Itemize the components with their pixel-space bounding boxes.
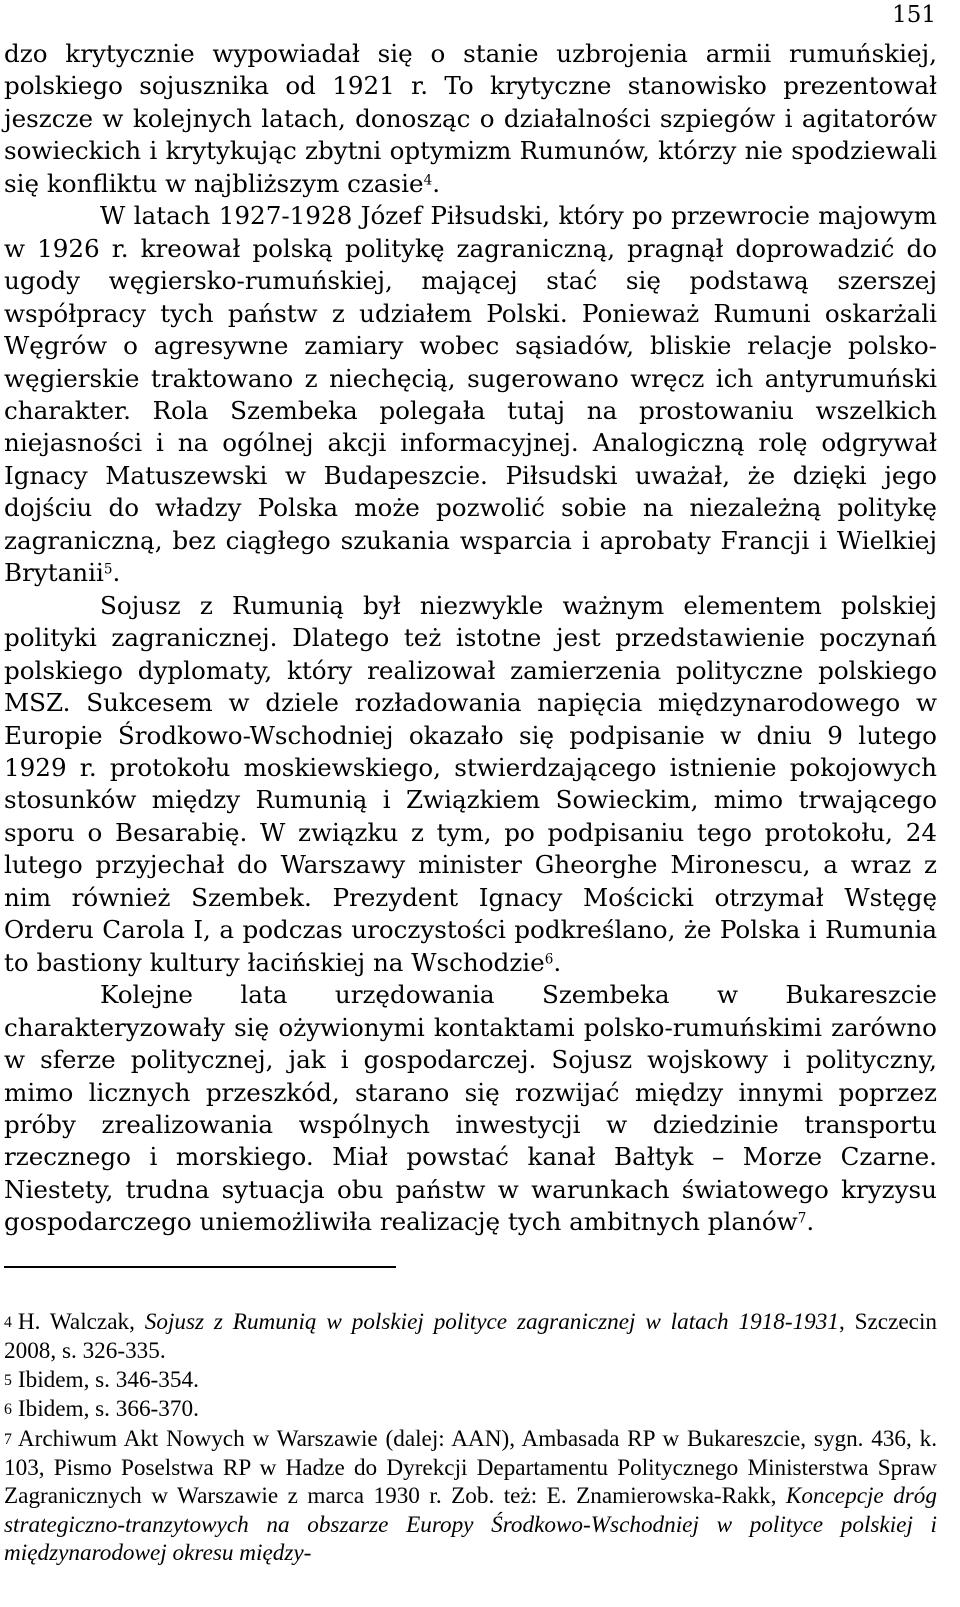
footnote-5: 5 Ibidem, s. 346-354. xyxy=(4,1366,199,1393)
paragraph-text: dzo krytycznie wypowiadał się o stanie uzbrojenia armii rumuńskiej, polskiego sojusznika od 1921 r. To krytyczne stanowisko prezentował jeszcze w kolejnych latach, donosząc o działalności szpiegów i agitatorów sowieckich i krytykując zbytni optymizm Rumunów, którzy nie spodziewali się konfliktu w najbliższym czasie xyxy=(4,39,937,198)
paragraph-4: Kolejne lata urzędowania Szembeka w Bukareszcie charakteryzowały się ożywionymi kontaktami polsko-rumuńskimi zarówno w sferze politycznej, jak i gospodarczej. Sojusz wojskowy i polityczny, mimo licznych przeszkód, starano się rozwijać między innymi poprzez próby zrealizowania wspólnych inwestycji w dziedzinie transportu rzecznego i morskiego. Miał powstać kanał Bałtyk – Morze Czarne. Niestety, trudna sytuacja obu państw w warunkach światowego kryzysu gospodarczego uniemożliwiła realizację tych ambitnych planów$^7$. xyxy=(4,980,937,1237)
paragraph-1: dzo krytycznie wypowiadał się o stanie uzbrojenia armii rumuńskiej, polskiego sojusznika od 1921 r. To krytyczne stanowisko prezentował jeszcze w kolejnych latach, donosząc o działalności szpiegów i agitatorów sowieckich i krytykując zbytni optymizm Rumunów, którzy nie spodziewali się konfliktu w najbliższym czasie$^4$. xyxy=(4,39,937,198)
paragraph-text: W latach 1927-1928 Józef Piłsudski, który po przewrocie majowym w 1926 r. kreował polską politykę zagraniczną, pragnął doprowadzić do ugody węgiersko-rumuńskiej, mającej stać się podstawą szerszej współpracy tych państw z udziałem Polski. Ponieważ Rumuni oskarżali Węgrów o agresywne zamiary wobec sąsiadów, bliskie relacje polsko-węgierskie traktowano z niechęcią, sugerowano wręcz ich antyrumuński charakter. Rola Szembeka polegała tutaj na prostowaniu wszelkich niejasności i na ogólnej akcji informacyjnej. Analogiczną rolę odgrywał Ignacy Matuszewski w Budapeszcie. Piłsudski uważał, że dzięki jego dojściu do władzy Polska może pozwolić sobie na niezależną politykę zagraniczną, bez ciągłego szukania wsparcia i aprobaty Francji i Wielkiej Brytanii xyxy=(4,201,937,588)
footnotes xyxy=(4,1308,937,1567)
paragraph-text: Kolejne lata urzędowania Szembeka w Bukareszcie charakteryzowały się ożywionymi kontaktami polsko-rumuńskimi zarówno w sferze politycznej, jak i gospodarczej. Sojusz wojskowy i polityczny, mimo licznych przeszkód, starano się rozwijać między innymi poprzez próby zrealizowania wspólnych inwestycji w dziedzinie transportu rzecznego i morskiego. Miał powstać kanał Bałtyk – Morze Czarne. Niestety, trudna sytuacja obu państw w warunkach światowego kryzysu gospodarczego uniemożliwiła realizację tych ambitnych planów xyxy=(4,980,937,1237)
footnote-ref-7[interactable]: 7 xyxy=(797,1210,807,1227)
footnote-mark: 6 xyxy=(4,1401,12,1419)
footnote-separator xyxy=(4,1266,396,1268)
footnote-ref-6[interactable]: 6 xyxy=(544,951,554,968)
footnote-mark: 7 xyxy=(4,1430,12,1448)
footnote-4: 4 H. Walczak, Sojusz z Rumunią w polskiej polityce zagranicznej w latach 1918-1931, Szczecin 2008, s. 326-335. xyxy=(4,1309,938,1365)
body-text xyxy=(4,38,937,1239)
footnote-ref-5[interactable]: 5 xyxy=(103,561,113,578)
footnote-6: 6 Ibidem, s. 366-370. xyxy=(4,1396,199,1423)
citation-title: Koncepcje dróg strategiczno-tranzytowych na obszarze Europy Środkowo-Wschodniej w polityce polskiej i międzynarodowej okresu między- xyxy=(4,1483,937,1566)
footnote-mark: 5 xyxy=(4,1371,12,1389)
paragraph-3: Sojusz z Rumunią był niezwykle ważnym elementem polskiej polityki zagranicznej. Dlatego też istotne jest przedstawienie poczynań polskiego dyplomaty, który realizował zamierzenia polityczne polskiego MSZ. Sukcesem w dziele rozładowania napięcia międzynarodowego w Europie Środkowo-Wschodniej okazało się podpisanie w dniu 9 lutego 1929 r. protokołu moskiewskiego, stwierdzającego istnienie pokojowych stosunków między Rumunią i Związkiem Sowieckim, mimo trwającego sporu o Besarabię. W związku z tym, po podpisaniu tego protokołu, 24 lutego przyjechał do Warszawy minister Gheorghe Mironescu, a wraz z nim również Szembek. Prezydent Ignacy Mościcki otrzymał Wstęgę Orderu Carola I, a podczas uroczystości podkreślano, że Polska i Rumunia to bastiony kultury łacińskiej na Wschodzie$^6$. xyxy=(4,590,937,977)
paragraph-text: Sojusz z Rumunią był niezwykle ważnym elementem polskiej polityki zagranicznej. Dlatego też istotne jest przedstawienie poczynań polskiego dyplomaty, który realizował zamierzenia polityczne polskiego MSZ. Sukcesem w dziele rozładowania napięcia międzynarodowego w Europie Środkowo-Wschodniej okazało się podpisanie w dniu 9 lutego 1929 r. protokołu moskiewskiego, stwierdzającego istnienie pokojowych stosunków między Rumunią i Związkiem Sowieckim, mimo trwającego sporu o Besarabię. W związku z tym, po podpisaniu tego protokołu, 24 lutego przyjechał do Warszawy minister Gheorghe Mironescu, a wraz z nim również Szembek. Prezydent Ignacy Mościcki otrzymał Wstęgę Orderu Carola I, a podczas uroczystości podkreślano, że Polska i Rumunia to bastiony kultury łacińskiej na Wschodzie xyxy=(4,590,937,977)
paragraph-2: W latach 1927-1928 Józef Piłsudski, który po przewrocie majowym w 1926 r. kreował polską politykę zagraniczną, pragnął doprowadzić do ugody węgiersko-rumuńskiej, mającej stać się podstawą szerszej współpracy tych państw z udziałem Polski. Ponieważ Rumuni oskarżali Węgrów o agresywne zamiary wobec sąsiadów, bliskie relacje polsko-węgierskie traktowano z niechęcią, sugerowano wręcz ich antyrumuński charakter. Rola Szembeka polegała tutaj na prostowaniu wszelkich niejasności i na ogólnej akcji informacyjnej. Analogiczną rolę odgrywał Ignacy Matuszewski w Budapeszcie. Piłsudski uważał, że dzięki jego dojściu do władzy Polska może pozwolić sobie na niezależną politykę zagraniczną, bez ciągłego szukania wsparcia i aprobaty Francji i Wielkiej Brytanii$^5$. xyxy=(4,201,937,588)
citation-title: Sojusz z Rumunią w polskiej polityce zagranicznej w latach 1918-1931 xyxy=(144,1309,839,1335)
footnote-ref-4[interactable]: 4 xyxy=(423,172,433,189)
footnote-mark: 4 xyxy=(4,1314,12,1332)
page-number: 151 xyxy=(892,2,936,28)
footnote-7: 7 Archiwum Akt Nowych w Warszawie (dalej: AAN), Ambasada RP w Bukareszcie, sygn. 436, k. 103, Pismo Poselstwa RP w Hadze do Dyrekcji Departamentu Politycznego Ministerstwa Spraw Zagranicznych w Warszawie z marca 1930 r. Zob. też: E. Znamierowska-Rakk, Koncepcje dróg strategiczno-tranzytowych na obszarze Europy Środkowo-Wschodniej w polityce polskiej i międzynarodowej okresu między- xyxy=(4,1425,937,1566)
